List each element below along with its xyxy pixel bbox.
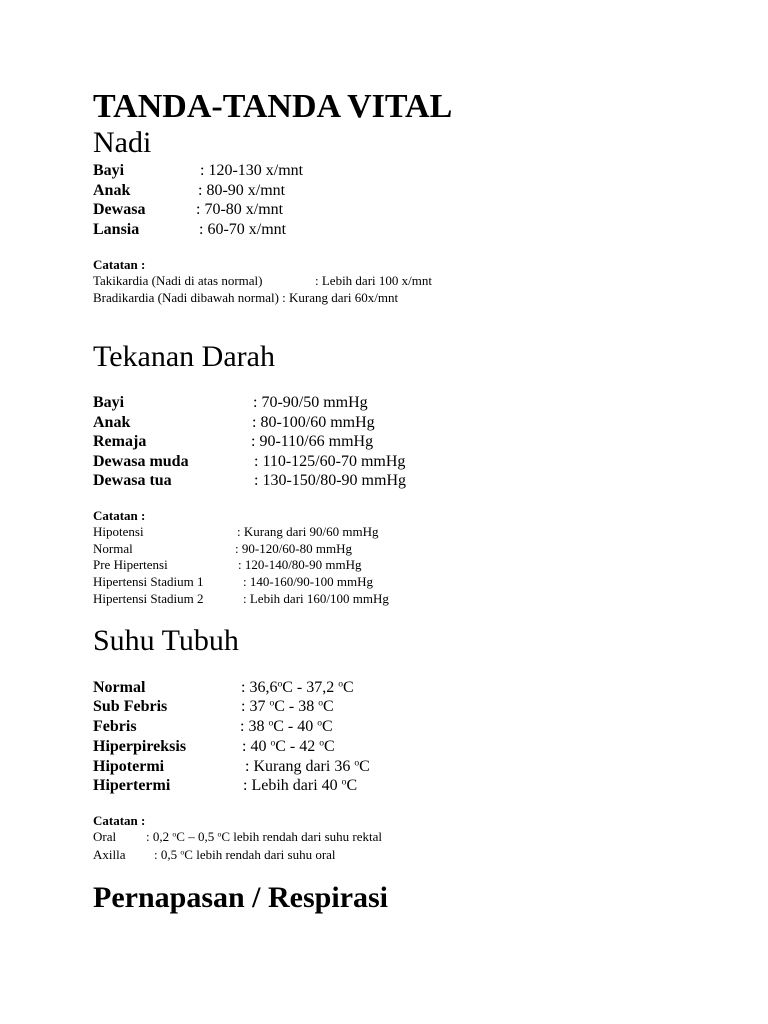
- note-value: : 90-120/60-80 mmHg: [235, 541, 352, 556]
- tekanan-row-value: : 80-100/60 mmHg: [252, 414, 375, 431]
- tekanan-row-value: : 110-125/60-70 mmHg: [254, 453, 406, 470]
- degree-mark: o: [318, 697, 324, 709]
- nadi-row-value: : 80-90 x/mnt: [198, 182, 286, 199]
- tekanan-row-value: : 70-90/50 mmHg: [253, 394, 368, 411]
- note-label: Hipotensi: [93, 524, 144, 539]
- note-label: Oral: [93, 829, 117, 844]
- suhu-row-label: Hipotermi: [93, 758, 165, 775]
- note-value: : Kurang dari 90/60 mmHg: [237, 524, 379, 539]
- degree-mark: o: [341, 776, 347, 788]
- note-value: : 0,2 $^o$C – 0,5 $^o$C lebih rendah dari suhu rektal: [146, 829, 383, 844]
- note-heading: Catatan :: [93, 813, 146, 828]
- document-title: TANDA-TANDA VITAL: [93, 88, 453, 125]
- section-heading-suhu-tubuh: Suhu Tubuh: [93, 624, 239, 657]
- degree-mark: o: [268, 717, 274, 729]
- note-value: : 120-140/80-90 mmHg: [238, 557, 362, 572]
- tekanan-row-label: Bayi: [93, 394, 125, 411]
- note-label: Hipertensi Stadium 1: [93, 574, 204, 589]
- tekanan-row-label: Dewasa tua: [93, 472, 172, 489]
- note-value: : Lebih dari 160/100 mmHg: [243, 591, 389, 606]
- degree-mark: o: [217, 829, 222, 839]
- degree-mark: o: [319, 737, 325, 749]
- nadi-row-label: Anak: [93, 182, 131, 199]
- tekanan-row-value: : 90-110/66 mmHg: [251, 433, 374, 450]
- degree-mark: o: [277, 678, 283, 690]
- section-heading-tekanan-darah: Tekanan Darah: [93, 340, 275, 373]
- tekanan-row-label: Remaja: [93, 433, 147, 450]
- degree-mark: o: [317, 717, 323, 729]
- suhu-row-value: : 37 $^o$C - 38 $^o$C: [241, 697, 334, 715]
- tekanan-row-value: : 130-150/80-90 mmHg: [254, 472, 406, 489]
- tekanan-row-label: Anak: [93, 414, 131, 431]
- note-heading: Catatan :: [93, 508, 146, 523]
- note-label: Hipertensi Stadium 2: [93, 591, 204, 606]
- suhu-row-value: : 36,6$^o$C - 37,2 $^o$C: [241, 678, 354, 696]
- nadi-row-value: : 70-80 x/mnt: [196, 201, 284, 218]
- suhu-row-value: : 40 $^o$C - 42 $^o$C: [242, 737, 335, 755]
- degree-mark: o: [338, 678, 344, 690]
- section-heading-pernapasan: Pernapasan / Respirasi: [93, 881, 389, 914]
- degree-mark: o: [354, 757, 360, 769]
- note-label: Normal: [93, 541, 133, 556]
- note-label: Bradikardia (Nadi dibawah normal) : Kurang dari 60x/mnt: [93, 290, 399, 305]
- note-heading: Catatan :: [93, 257, 146, 272]
- nadi-row-label: Dewasa: [93, 201, 146, 218]
- note-value: : Lebih dari 100 x/mnt: [315, 273, 432, 288]
- suhu-row-value: : Lebih dari 40 $^o$C: [243, 776, 358, 794]
- suhu-row-label: Hipertermi: [93, 777, 171, 794]
- suhu-row-value: : 38 $^o$C - 40 $^o$C: [240, 717, 333, 735]
- note-label: Pre Hipertensi: [93, 557, 168, 572]
- suhu-row-label: Sub Febris: [93, 698, 168, 715]
- nadi-row-label: Bayi: [93, 162, 125, 179]
- note-value: : 140-160/90-100 mmHg: [243, 574, 373, 589]
- suhu-row-label: Normal: [93, 679, 146, 696]
- section-heading-nadi: Nadi: [93, 126, 152, 159]
- nadi-row-value: : 60-70 x/mnt: [199, 221, 287, 238]
- suhu-row-label: Hiperpireksis: [93, 738, 187, 755]
- suhu-row-label: Febris: [93, 718, 137, 735]
- note-label: Axilla: [93, 847, 126, 862]
- degree-mark: o: [180, 847, 185, 857]
- nadi-row-label: Lansia: [93, 221, 140, 238]
- degree-mark: o: [172, 829, 177, 839]
- degree-mark: o: [269, 697, 275, 709]
- note-label: Takikardia (Nadi di atas normal): [93, 273, 263, 288]
- nadi-row-value: : 120-130 x/mnt: [200, 162, 304, 179]
- tekanan-row-label: Dewasa muda: [93, 453, 189, 470]
- note-value: : 0,5 $^o$C lebih rendah dari suhu oral: [154, 847, 336, 862]
- degree-mark: o: [270, 737, 276, 749]
- suhu-row-value: : Kurang dari 36 $^o$C: [245, 757, 370, 775]
